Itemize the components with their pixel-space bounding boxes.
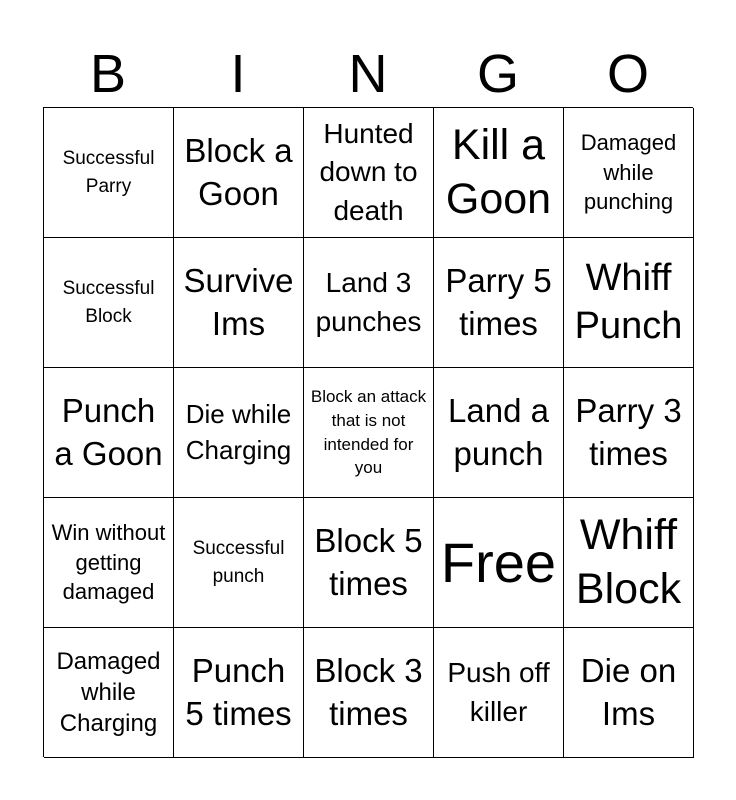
cell-text: Successful Block (62, 277, 155, 327)
header-letter-b: B (89, 44, 127, 104)
cell-text: Die on Ims (580, 652, 677, 732)
bingo-cell[interactable] (304, 628, 434, 758)
bingo-cell[interactable] (44, 628, 174, 758)
header-letter-g: G (476, 44, 519, 104)
bingo-grid (43, 107, 693, 757)
bingo-cell[interactable] (564, 498, 694, 628)
bingo-cell[interactable] (434, 238, 564, 368)
cell-text: Damaged while Charging (56, 647, 161, 738)
bingo-cell[interactable] (564, 108, 694, 238)
cell-text: Whiff Punch (574, 257, 683, 347)
cell-text: Win without getting damaged (51, 519, 166, 605)
bingo-cell[interactable] (564, 238, 694, 368)
bingo-cell[interactable] (174, 238, 304, 368)
cell-text: Damaged while punching (580, 129, 677, 215)
cell-text: Successful Parry (62, 147, 155, 197)
cell-text: Die while Charging (185, 399, 292, 465)
cell-text: Block a Goon (184, 132, 293, 212)
cell-text: Block 3 times (314, 652, 423, 732)
bingo-cell[interactable] (304, 238, 434, 368)
cell-text: Push off killer (447, 656, 550, 727)
cell-text: Land 3 punches (315, 266, 422, 337)
cell-text: Survive Ims (183, 262, 294, 342)
bingo-cell[interactable] (44, 238, 174, 368)
bingo-cell[interactable] (174, 628, 304, 758)
bingo-cell[interactable] (44, 498, 174, 628)
header-letter-o: O (606, 44, 649, 104)
bingo-header (43, 40, 693, 108)
header-letter-i: I (230, 44, 246, 104)
cell-text: Kill a Goon (445, 120, 552, 223)
cell-text: Punch 5 times (185, 652, 292, 732)
cell-text: Parry 3 times (575, 392, 682, 472)
cell-text: Block an attack that is not intended for you (310, 386, 427, 478)
cell-text: Hunted down to death (319, 117, 418, 226)
free-space-cell[interactable] (434, 498, 564, 628)
bingo-cell[interactable] (564, 368, 694, 498)
bingo-cell[interactable] (434, 368, 564, 498)
bingo-cell[interactable] (174, 498, 304, 628)
cell-text: Parry 5 times (445, 262, 552, 342)
bingo-cell[interactable] (304, 498, 434, 628)
bingo-cell[interactable] (304, 368, 434, 498)
bingo-cell[interactable] (564, 628, 694, 758)
bingo-cell[interactable] (174, 108, 304, 238)
cell-text: Punch a Goon (54, 392, 163, 472)
cell-text: Whiff Block (575, 510, 682, 613)
bingo-cell[interactable] (174, 368, 304, 498)
cell-text: Land a punch (448, 392, 549, 472)
bingo-cell[interactable] (44, 368, 174, 498)
cell-text: Block 5 times (314, 522, 423, 602)
bingo-cell[interactable] (434, 108, 564, 238)
bingo-cell[interactable] (44, 108, 174, 238)
bingo-cell[interactable] (304, 108, 434, 238)
bingo-cell[interactable] (434, 628, 564, 758)
cell-text: Free (440, 530, 557, 594)
cell-text: Successful punch (192, 537, 285, 587)
header-letter-n: N (348, 44, 388, 104)
